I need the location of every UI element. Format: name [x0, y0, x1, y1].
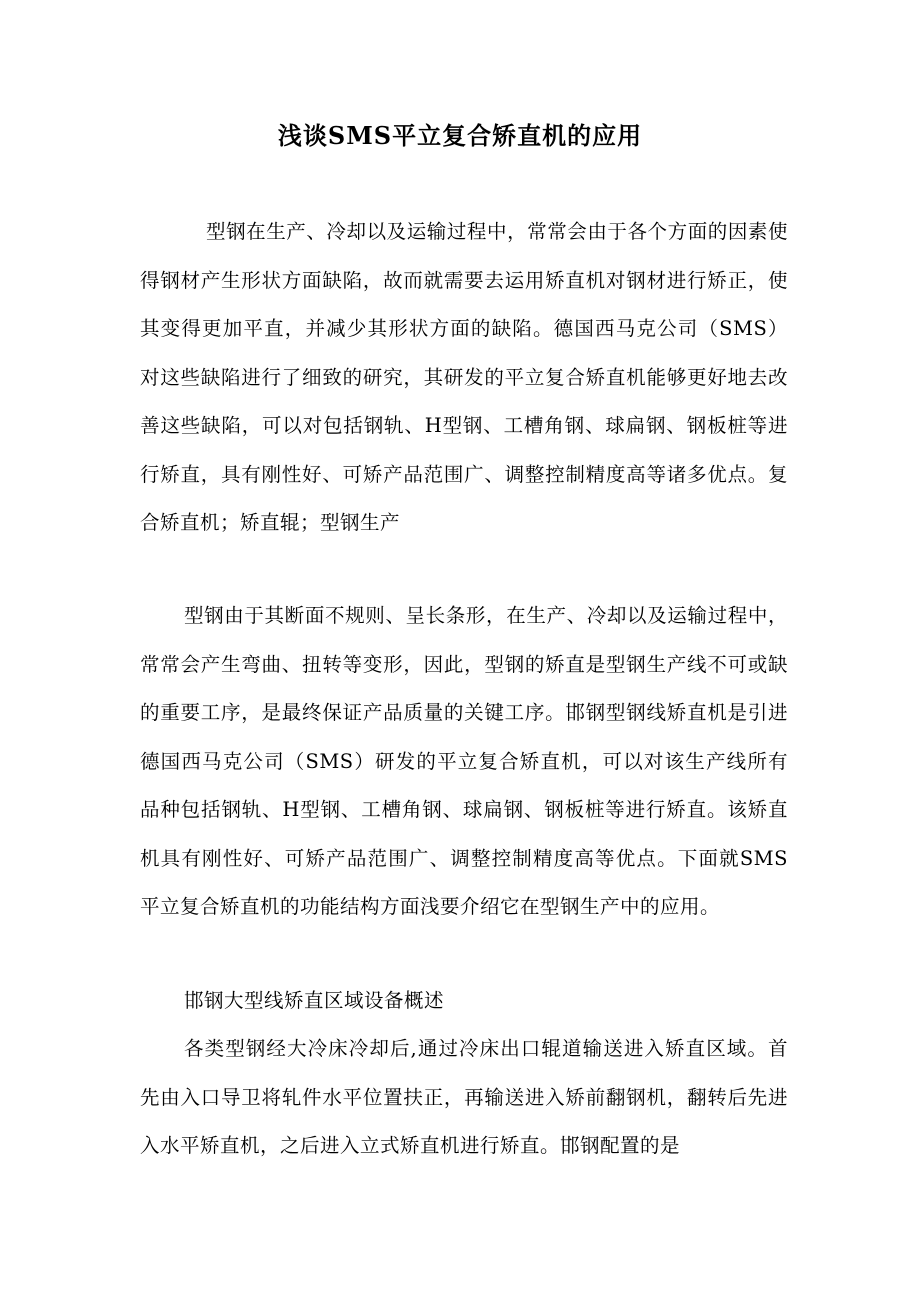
document-title: 浅谈SMS平立复合矫直机的应用 [277, 121, 643, 150]
paragraph-body: 各类型钢经大冷床冷却后,通过冷床出口辊道输送进入矫直区域。首先由入口导卫将轧件水平位置扶正，再输送进入矫前翻钢机，翻转后先进入水平矫直机，之后进入立式矫直机进行矫直。邯钢配置的是 [140, 1037, 788, 1157]
paragraph-abstract: 型钢在生产、冷却以及运输过程中，常常会由于各个方面的因素使得钢材产生形状方面缺陷，故而就需要去运用矫直机对钢材进行矫正，使其变得更加平直，并减少其形状方面的缺陷。德国西马克公司（SMS）对这些缺陷进行了细致的研究，其研发的平立复合矫直机能够更好地去改善这些缺陷，可以对包括钢轨、H型钢、工槽角钢、球扁钢、钢板桩等进行矫直，具有刚性好、可矫产品范围广、调整控制精度高等诸多优点。复合矫直机；矫直辊；型钢生产 [140, 220, 788, 534]
section-heading: 邯钢大型线矫直区域设备概述 [184, 989, 445, 1012]
paragraph-intro: 型钢由于其断面不规则、呈长条形，在生产、冷却以及运输过程中，常常会产生弯曲、扭转等变形，因此，型钢的矫直是型钢生产线不可或缺的重要工序，是最终保证产品质量的关键工序。邯钢型钢线矫直机是引进德国西马克公司（SMS）研发的平立复合矫直机，可以对该生产线所有品种包括钢轨、H型钢、工槽角钢、球扁钢、钢板桩等进行矫直。该矫直机具有刚性好、可矫产品范围广、调整控制精度高等优点。下面就SMS平立复合矫直机的功能结构方面浅要介绍它在型钢生产中的应用。 [140, 604, 788, 918]
